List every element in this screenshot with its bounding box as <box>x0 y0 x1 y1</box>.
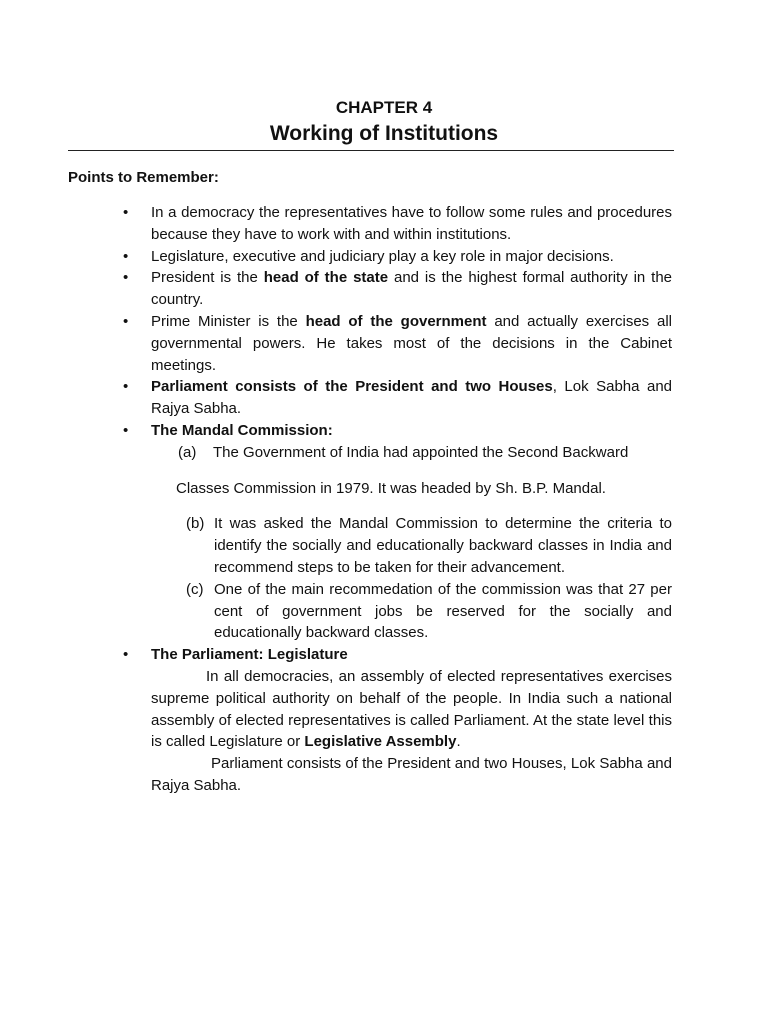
points-list-container <box>121 202 672 797</box>
bullet-icon: • <box>123 421 129 439</box>
list-item <box>121 246 672 268</box>
emphasis-text: Parliament consists of the President and two Houses <box>151 378 553 396</box>
list-item <box>121 202 672 246</box>
sub-item-marker: (a) <box>178 443 197 461</box>
point-text: In a democracy the representatives have to follow some rules and procedures because they have to work with and within institutions. <box>151 204 672 243</box>
sub-item-marker: (b) <box>186 515 205 533</box>
bullet-icon: • <box>123 269 129 287</box>
sub-item-c <box>151 579 672 644</box>
section-heading: Points to Remember: <box>68 169 219 186</box>
sub-item-text: One of the main recommedation of the commission was that 27 per cent of government jobs be reserved for the socially and educationally backward classes. <box>214 580 672 642</box>
subsection-heading: The Parliament: Legislature <box>151 646 348 664</box>
emphasis-text: Legislative Assembly <box>304 733 457 751</box>
point-text: President is the <box>151 269 264 287</box>
paragraph-text: . <box>456 733 461 751</box>
title-divider <box>68 150 674 151</box>
sub-item-text: The Government of India had appointed the Second Backward <box>213 443 629 461</box>
paragraph: Parliament consists of the President and two Houses, Lok Sabha and Rajya Sabha. <box>151 755 672 794</box>
bullet-icon: • <box>123 204 129 221</box>
emphasis-text: head of the state <box>263 269 389 287</box>
bullet-icon: • <box>123 378 129 396</box>
point-text: , Lok Sabha and Rajya Sabha. <box>151 378 672 418</box>
sub-item-text: It was asked the Mandal Commission to determine the criteria to identify the socially and educationally backward classes in India and recommend steps to be taken for their advancement. <box>214 515 672 576</box>
point-text: and is the highest formal authority in the country. <box>151 269 673 309</box>
point-text: Prime Minister is the <box>151 312 306 330</box>
points-list <box>121 202 672 797</box>
list-item <box>121 267 672 311</box>
list-item <box>121 376 672 420</box>
subsection-heading: The Mandal Commission: <box>151 421 333 439</box>
sub-item-a <box>151 442 672 464</box>
chapter-title: Working of Institutions <box>269 122 499 145</box>
point-text: Legislature, executive and judiciary play a key role in major decisions. <box>151 247 614 265</box>
point-text: and actually exercises all governmental powers. He takes most of the decisions in the Cabinet meetings. <box>151 312 672 374</box>
paragraph-text: In all democracies, an assembly of elected representatives exercises supreme political authority on behalf of the people. In India such a national assembly of elected representatives is called Parliament. At the state level this is called Legislature or <box>151 667 672 751</box>
list-item <box>121 644 672 797</box>
bullet-icon: • <box>123 247 129 265</box>
bullet-icon: • <box>123 646 129 664</box>
sub-item-b <box>151 513 672 578</box>
sub-item-a-continuation: Classes Commission in 1979. It was headed by Sh. B.P. Mandal. <box>176 479 606 497</box>
sub-item-marker: (c) <box>186 580 204 598</box>
emphasis-text: head of the government <box>305 312 487 330</box>
list-item <box>121 420 672 644</box>
chapter-number: CHAPTER 4 <box>335 98 433 117</box>
bullet-icon: • <box>123 312 129 330</box>
list-item <box>121 311 672 376</box>
paragraph <box>151 666 672 753</box>
